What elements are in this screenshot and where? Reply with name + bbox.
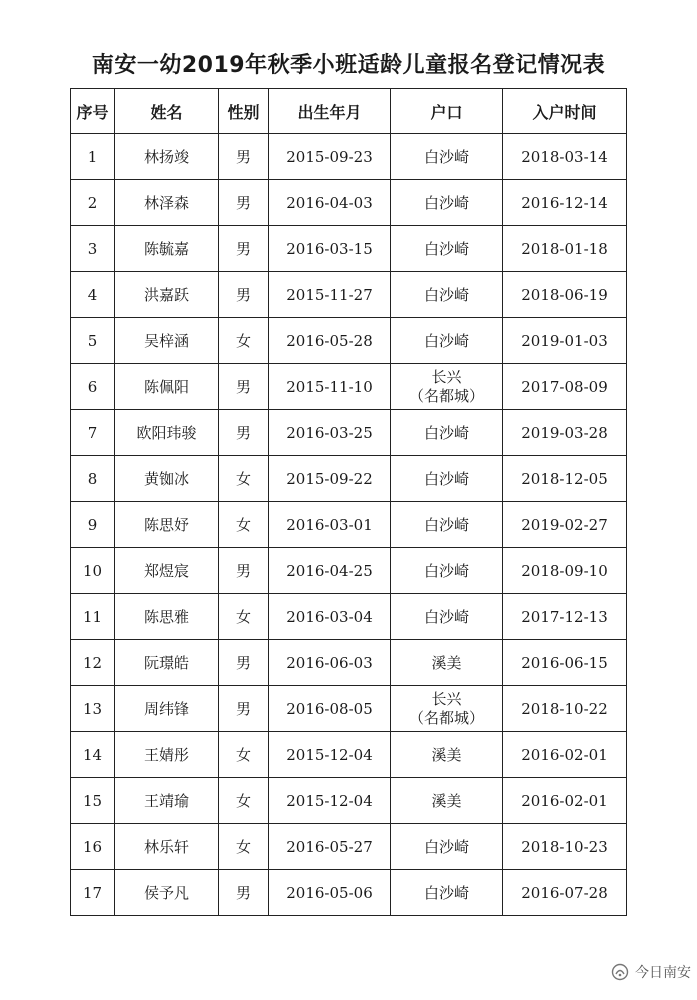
table-row: [71, 180, 627, 226]
watermark-text: 今日南安: [635, 965, 691, 981]
cell-birth-date: 2016-06-03: [269, 640, 391, 686]
cell-name: 洪嘉跃: [115, 272, 219, 318]
header-name: 姓名: [115, 89, 219, 134]
cell-gender: 男: [219, 410, 269, 456]
cell-gender: 男: [219, 134, 269, 180]
cell-household: 溪美: [391, 778, 503, 824]
cell-registration-date: 2019-03-28: [503, 410, 627, 456]
wechat-channel-icon: [611, 963, 629, 981]
cell-number: 2: [71, 180, 115, 226]
cell-registration-date: 2016-02-01: [503, 778, 627, 824]
cell-registration-date: 2018-03-14: [503, 134, 627, 180]
table-body: [71, 134, 627, 916]
cell-gender: 男: [219, 226, 269, 272]
cell-birth-date: 2015-12-04: [269, 778, 391, 824]
cell-registration-date: 2016-12-14: [503, 180, 627, 226]
cell-birth-date: 2016-03-25: [269, 410, 391, 456]
cell-household: 白沙崎: [391, 180, 503, 226]
cell-gender: 女: [219, 732, 269, 778]
cell-number: 10: [71, 548, 115, 594]
cell-gender: 男: [219, 640, 269, 686]
table-row: [71, 502, 627, 548]
table-header-row: [71, 89, 627, 134]
cell-name: 吴梓涵: [115, 318, 219, 364]
table-row: [71, 134, 627, 180]
cell-name: 陈佩阳: [115, 364, 219, 410]
cell-number: 9: [71, 502, 115, 548]
cell-birth-date: 2015-12-04: [269, 732, 391, 778]
cell-birth-date: 2016-04-25: [269, 548, 391, 594]
table-row: [71, 364, 627, 410]
cell-household: 溪美: [391, 640, 503, 686]
table-row: [71, 272, 627, 318]
household-subline: （名都城）: [408, 386, 484, 405]
cell-number: 4: [71, 272, 115, 318]
cell-birth-date: 2015-09-23: [269, 134, 391, 180]
cell-registration-date: 2017-08-09: [503, 364, 627, 410]
cell-number: 17: [71, 870, 115, 916]
cell-gender: 男: [219, 180, 269, 226]
household-line: 长兴: [431, 689, 462, 708]
cell-number: 12: [71, 640, 115, 686]
cell-name: 林乐轩: [115, 824, 219, 870]
cell-name: 周纬锋: [115, 686, 219, 732]
cell-name: 欧阳玮骏: [115, 410, 219, 456]
cell-birth-date: 2016-05-06: [269, 870, 391, 916]
cell-household: 白沙崎: [391, 226, 503, 272]
header-number: 序号: [71, 89, 115, 134]
cell-name: 侯予凡: [115, 870, 219, 916]
cell-registration-date: 2018-01-18: [503, 226, 627, 272]
watermark: [611, 962, 691, 982]
cell-household: 白沙崎: [391, 870, 503, 916]
cell-household: 白沙崎: [391, 456, 503, 502]
cell-number: 1: [71, 134, 115, 180]
document-title: 南安一幼2019年秋季小班适龄儿童报名登记情况表: [91, 53, 606, 78]
cell-registration-date: 2018-06-19: [503, 272, 627, 318]
cell-registration-date: 2018-10-22: [503, 686, 627, 732]
cell-name: 陈思雅: [115, 594, 219, 640]
cell-name: 王靖瑜: [115, 778, 219, 824]
cell-gender: 男: [219, 686, 269, 732]
cell-name: 陈毓嘉: [115, 226, 219, 272]
cell-gender: 女: [219, 318, 269, 364]
cell-name: 阮璟皓: [115, 640, 219, 686]
cell-name: 林扬竣: [115, 134, 219, 180]
cell-household: 白沙崎: [391, 594, 503, 640]
cell-name: 黄铷冰: [115, 456, 219, 502]
cell-gender: 女: [219, 456, 269, 502]
cell-household: 溪美: [391, 732, 503, 778]
cell-household: 白沙崎: [391, 548, 503, 594]
header-birth-date: 出生年月: [269, 89, 391, 134]
cell-name: 林泽森: [115, 180, 219, 226]
table-row: [71, 732, 627, 778]
cell-birth-date: 2015-11-27: [269, 272, 391, 318]
cell-number: 7: [71, 410, 115, 456]
cell-household: [391, 364, 503, 410]
cell-number: 11: [71, 594, 115, 640]
cell-gender: 男: [219, 272, 269, 318]
table-row: [71, 456, 627, 502]
header-household: 户口: [391, 89, 503, 134]
table-row: [71, 594, 627, 640]
cell-number: 14: [71, 732, 115, 778]
cell-household: 白沙崎: [391, 410, 503, 456]
cell-registration-date: 2016-02-01: [503, 732, 627, 778]
cell-household: [391, 686, 503, 732]
table-row: [71, 778, 627, 824]
cell-registration-date: 2019-02-27: [503, 502, 627, 548]
table-row: [71, 870, 627, 916]
cell-registration-date: 2018-12-05: [503, 456, 627, 502]
table-row: [71, 318, 627, 364]
header-gender: 性别: [219, 89, 269, 134]
cell-number: 15: [71, 778, 115, 824]
cell-household: 白沙崎: [391, 824, 503, 870]
cell-birth-date: 2016-08-05: [269, 686, 391, 732]
table-row: [71, 548, 627, 594]
cell-birth-date: 2016-05-28: [269, 318, 391, 364]
table-row: [71, 226, 627, 272]
cell-registration-date: 2019-01-03: [503, 318, 627, 364]
table-row: [71, 686, 627, 732]
header-registration-date: 入户时间: [503, 89, 627, 134]
cell-gender: 男: [219, 364, 269, 410]
household-subline: （名都城）: [408, 708, 484, 727]
cell-number: 8: [71, 456, 115, 502]
cell-name: 陈思妤: [115, 502, 219, 548]
cell-birth-date: 2015-11-10: [269, 364, 391, 410]
cell-birth-date: 2016-03-04: [269, 594, 391, 640]
cell-household: 白沙崎: [391, 318, 503, 364]
cell-registration-date: 2018-10-23: [503, 824, 627, 870]
cell-number: 6: [71, 364, 115, 410]
household-line: 长兴: [431, 367, 462, 386]
cell-name: 郑煜宸: [115, 548, 219, 594]
cell-number: 16: [71, 824, 115, 870]
cell-birth-date: 2016-05-27: [269, 824, 391, 870]
cell-household: 白沙崎: [391, 134, 503, 180]
cell-birth-date: 2016-03-01: [269, 502, 391, 548]
cell-registration-date: 2016-07-28: [503, 870, 627, 916]
cell-gender: 女: [219, 824, 269, 870]
cell-number: 3: [71, 226, 115, 272]
cell-household: 白沙崎: [391, 502, 503, 548]
cell-household: 白沙崎: [391, 272, 503, 318]
cell-gender: 男: [219, 548, 269, 594]
table-row: [71, 640, 627, 686]
cell-number: 5: [71, 318, 115, 364]
cell-registration-date: 2016-06-15: [503, 640, 627, 686]
cell-gender: 女: [219, 594, 269, 640]
cell-registration-date: 2017-12-13: [503, 594, 627, 640]
cell-registration-date: 2018-09-10: [503, 548, 627, 594]
registration-table: [70, 88, 627, 916]
cell-gender: 男: [219, 870, 269, 916]
cell-number: 13: [71, 686, 115, 732]
cell-birth-date: 2016-04-03: [269, 180, 391, 226]
table-row: [71, 824, 627, 870]
table-row: [71, 410, 627, 456]
cell-name: 王婧彤: [115, 732, 219, 778]
cell-gender: 女: [219, 502, 269, 548]
cell-gender: 女: [219, 778, 269, 824]
cell-birth-date: 2016-03-15: [269, 226, 391, 272]
cell-birth-date: 2015-09-22: [269, 456, 391, 502]
